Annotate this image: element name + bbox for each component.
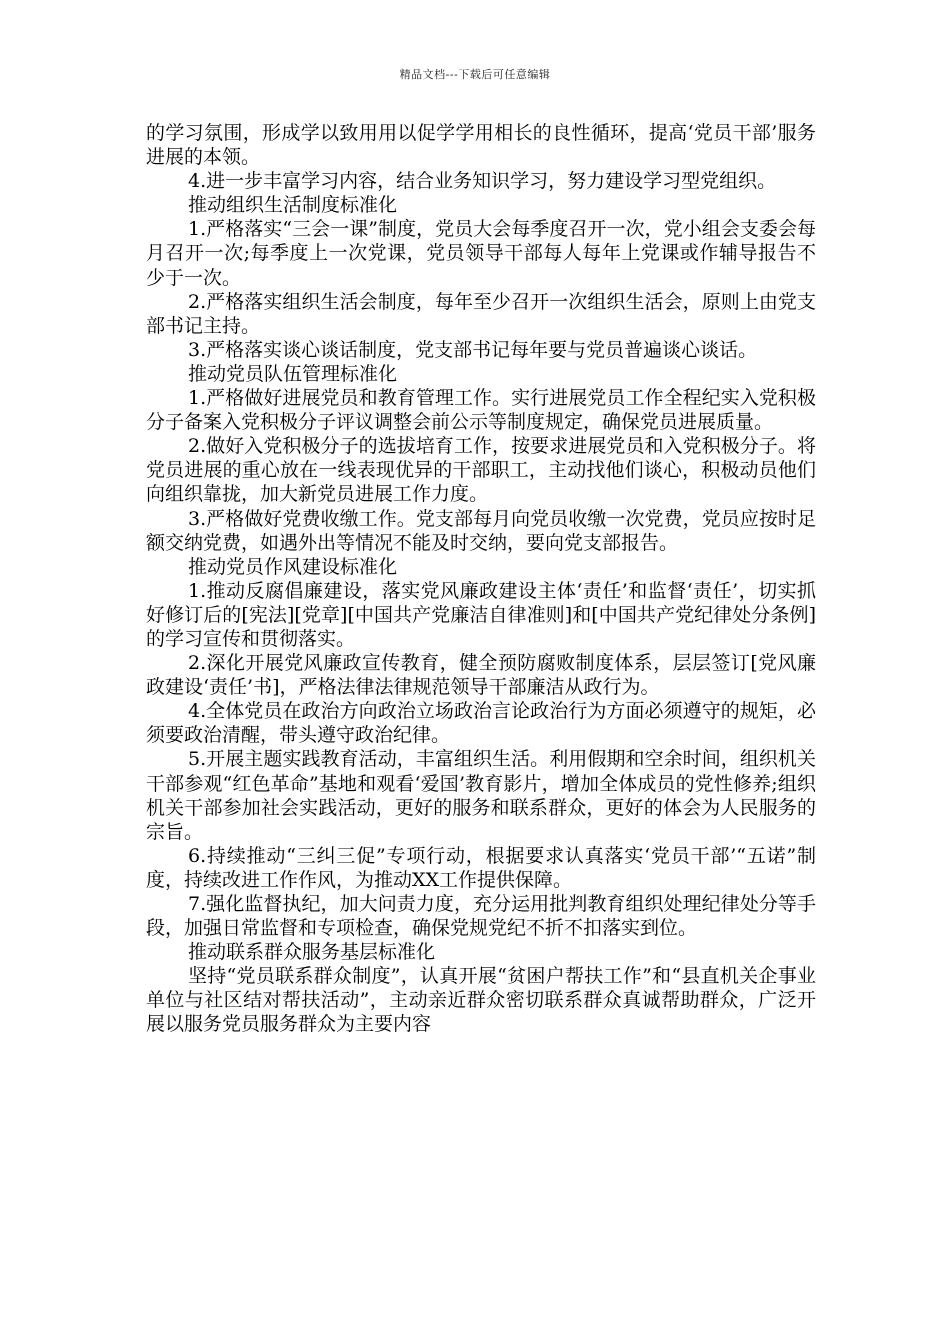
paragraph: 2.深化开展党风廉政宣传教育，健全预防腐败制度体系，层层签订[党风廉政建设‘责任’书]，严格法律法律规范领导干部廉洁从政行为。	[146, 652, 816, 699]
paragraph: 3.严格做好党费收缴工作。党支部每月向党员收缴一次党费，党员应按时足额交纳党费，如遇外出等情况不能及时交纳，要向党支部报告。	[146, 507, 816, 554]
paragraph-continued: 的学习氛围，形成学以致用用以促学学用相长的良性循环，提高‘党员干部’服务进展的本领。	[146, 122, 816, 169]
paragraph: 坚持“党员联系群众制度”，认真开展“贫困户帮扶工作”和“县直机关企事业单位与社区结对帮扶活动”，主动亲近群众密切联系群众真诚帮助群众，广泛开展以服务党员服务群众为主要内容	[146, 965, 816, 1036]
section-heading: 推动党员队伍管理标准化	[188, 362, 398, 385]
section-heading: 推动联系群众服务基层标准化	[188, 941, 436, 964]
paragraph: 2.做好入党积极分子的选拔培育工作，按要求进展党员和入党积极分子。将党员进展的重心放在一线表现优异的干部职工，主动找他们谈心，积极动员他们向组织靠拢，加大新党员进展工作力度。	[146, 435, 816, 506]
paragraph: 2.严格落实组织生活会制度，每年至少召开一次组织生活会，原则上由党支部书记主持。	[146, 290, 816, 337]
paragraph: 6.持续推动“三纠三促”专项行动，根据要求认真落实‘党员干部’“五诺”制度，持续改进工作作风，为推动XX工作提供保障。	[146, 844, 816, 891]
paragraph: 1.严格落实“三会一课”制度，党员大会每季度召开一次，党小组会支委会每月召开一次;每季度上一次党课，党员领导干部每人每年上党课或作辅导报告不少于一次。	[146, 218, 816, 289]
paragraph: 1.严格做好进展党员和教育管理工作。实行进展党员工作全程纪实入党积极分子备案入党积极分子评议调整会前公示等制度规定，确保党员进展质量。	[146, 387, 816, 434]
section-heading: 推动党员作风建设标准化	[188, 555, 398, 578]
document-body	[146, 121, 816, 1037]
paragraph: 4.全体党员在政治方向政治立场政治言论政治行为方面必须遵守的规矩，必须要政治清醒，带头遵守政治纪律。	[146, 700, 816, 747]
paragraph: 4.进一步丰富学习内容，结合业务知识学习，努力建设学习型党组织。	[188, 170, 777, 193]
section-heading: 推动组织生活制度标准化	[188, 194, 398, 217]
paragraph: 1.推动反腐倡廉建设，落实党风廉政建设主体‘责任’和监督‘责任’，切实抓好修订后的[宪法][党章][中国共产党廉洁自律准则]和[中国共产党纪律处分条例]的学习宣传和贯彻落实。	[146, 579, 816, 650]
paragraph: 7.强化监督执纪，加大问责力度，充分运用批判教育组织处理纪律处分等手段，加强日常监督和专项检查，确保党规党纪不折不扣落实到位。	[146, 893, 816, 940]
paragraph: 5.开展主题实践教育活动，丰富组织生活。利用假期和空余时间，组织机关干部参观“红色革命”基地和观看‘爱国’教育影片，增加全体成员的党性修养;组织机关干部参加社会实践活动，更好的服务和联系群众，更好的体会为人民服务的宗旨。	[146, 748, 816, 843]
paragraph: 3.严格落实谈心谈话制度，党支部书记每年要与党员普遍谈心谈话。	[188, 338, 758, 361]
page-header: 精品文档---下载后可任意编辑	[399, 68, 551, 81]
